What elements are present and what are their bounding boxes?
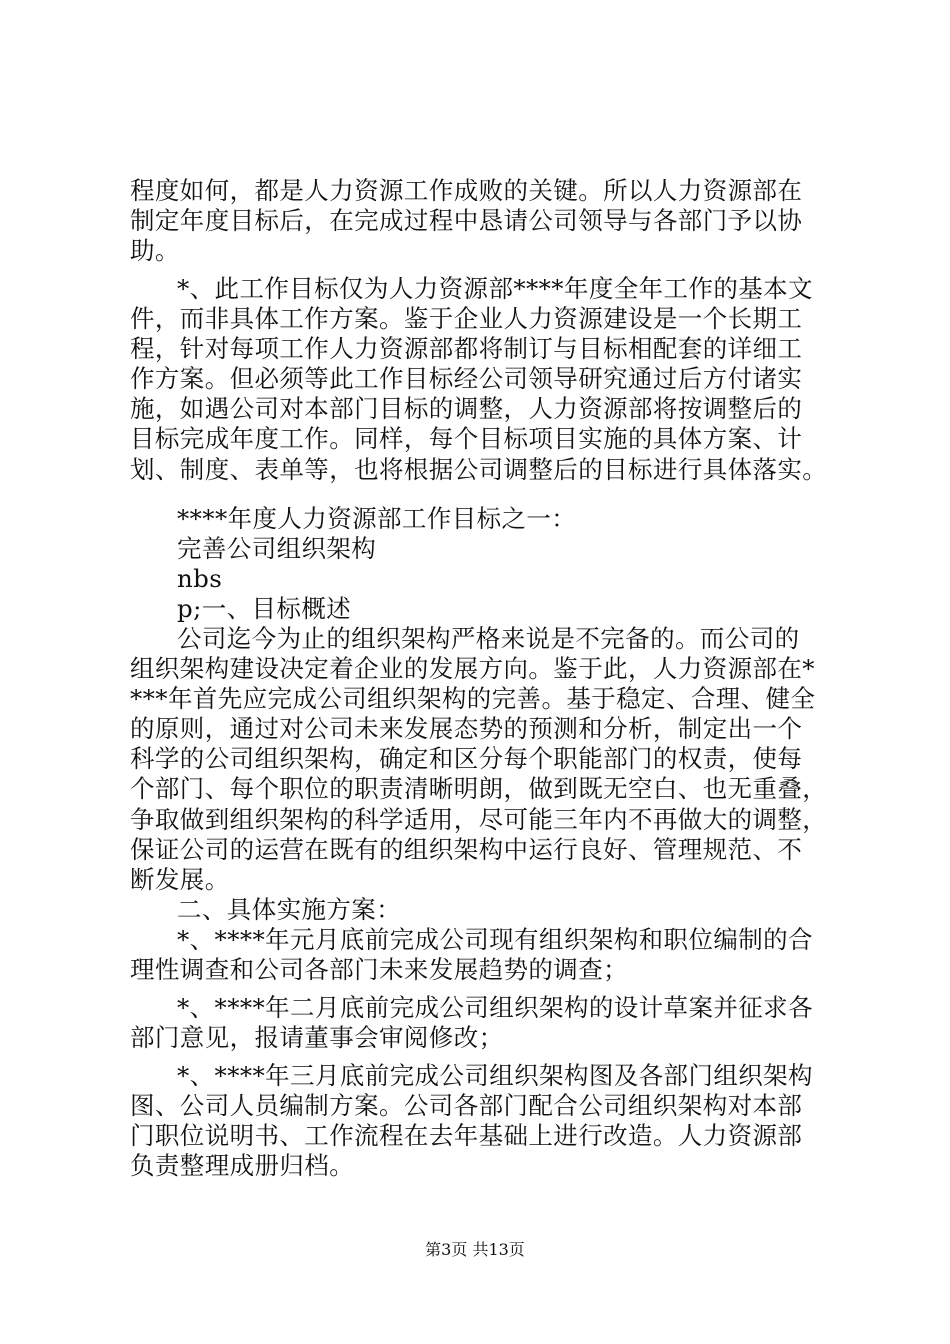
text-line: 图、公司人员编制方案。公司各部门配合公司组织架构对本部 [130,1091,803,1120]
text-line: 部门意见，报请董事会审阅修改； [130,1023,504,1052]
text-line: 组织架构建设决定着企业的发展方向。鉴于此，人力资源部在* [130,654,815,683]
text-line: *、此工作目标仅为人力资源部****年度全年工作的基本文 [177,274,813,303]
text-line: *、****年元月底前完成公司现有组织架构和职位编制的合 [177,925,813,954]
text-line: *、****年二月底前完成公司组织架构的设计草案并征求各 [177,993,813,1022]
text-line: nbs [177,564,223,593]
text-line: 个部门、每个职位的职责清晰明朗，做到既无空白、也无重叠， [130,774,828,803]
text-line: 门职位说明书、工作流程在去年基础上进行改造。人力资源部 [130,1121,803,1150]
text-line: 保证公司的运营在既有的组织架构中运行良好、管理规范、不 [130,835,803,864]
text-line: 程度如何，都是人力资源工作成败的关键。所以人力资源部在 [130,176,803,205]
text-line: 制定年度目标后，在完成过程中恳请公司领导与各部门予以协 [130,206,803,235]
text-line: 施，如遇公司对本部门目标的调整，人力资源部将按调整后的 [130,394,803,423]
section-heading: 二、具体实施方案： [177,895,402,924]
section-subheading: 完善公司组织架构 [177,534,377,563]
text-line: *、****年三月底前完成公司组织架构图及各部门组织架构 [177,1061,813,1090]
text-line: 程，针对每项工作人力资源部都将制订与目标相配套的详细工 [130,334,803,363]
section-heading: ****年度人力资源部工作目标之一： [177,504,577,533]
text-line: 划、制度、表单等，也将根据公司调整后的目标进行具体落实。 [130,455,828,484]
text-line: 科学的公司组织架构，确定和区分每个职能部门的权责，使每 [130,744,803,773]
text-line: ***年首先应完成公司组织架构的完善。基于稳定、合理、健全 [130,684,816,713]
text-line: 负责整理成册归档。 [130,1151,355,1180]
text-line: 公司迄今为止的组织架构严格来说是不完备的。而公司的 [177,624,800,653]
page-number-footer: 第3页 共13页 [425,1240,525,1259]
text-line: 断发展。 [130,865,230,894]
text-line: 件，而非具体工作方案。鉴于企业人力资源建设是一个长期工 [130,304,803,333]
text-line: 目标完成年度工作。同样，每个目标项目实施的具体方案、计 [130,424,803,453]
text-line: 的原则，通过对公司未来发展态势的预测和分析，制定出一个 [130,714,803,743]
text-line: 作方案。但必须等此工作目标经公司领导研究通过后方付诸实 [130,364,803,393]
text-line: 争取做到组织架构的科学适用，尽可能三年内不再做大的调整， [130,805,828,834]
text-line: 理性调查和公司各部门未来发展趋势的调查； [130,955,628,984]
text-line: p;一、目标概述 [177,594,352,623]
text-line: 助。 [130,236,180,265]
